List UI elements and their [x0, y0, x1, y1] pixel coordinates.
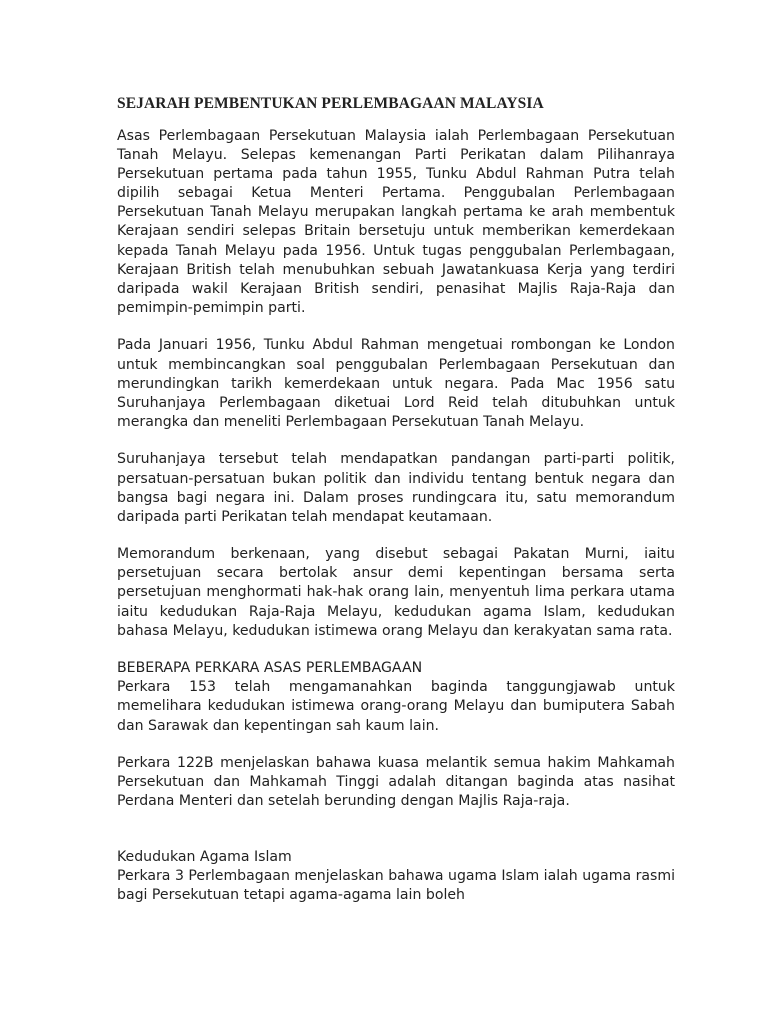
paragraph-perkara-3: Perkara 3 Perlembagaan menjelaskan bahawa ugama Islam ialah ugama rasmi bagi Persekutuan tetapi agama-agama lain boleh [117, 868, 675, 904]
paragraph-perkara-122b: Perkara 122B menjelaskan bahawa kuasa melantik semua hakim Mahkamah Persekutuan dan Mahkamah Tinggi adalah ditangan baginda atas nasihat Perdana Menteri dan setelah berunding dengan Majlis Raja-raja. [117, 755, 675, 810]
blank-line [117, 830, 675, 848]
paragraph-suruhanjaya: Suruhanjaya tersebut telah mendapatkan pandangan parti-parti politik, persatuan-persatuan bukan politik dan individu tentang bentuk negara dan bangsa bagi negara ini. Dalam proses rundingcara itu, satu memorandum daripada parti Perikatan telah mendapat keutamaan. [117, 451, 675, 525]
paragraph-perkara-153: Perkara 153 telah mengamanahkan baginda tanggungjawab untuk memelihara kedudukan istimewa orang-orang Melayu dan bumiputera Sabah dan Sarawak dan kepentingan sah kaum lain. [117, 679, 675, 734]
section-heading: BEBERAPA PERKARA ASAS PERLEMBAGAAN [117, 660, 423, 677]
subsection-heading: Kedudukan Agama Islam [117, 848, 292, 865]
document-page [117, 94, 675, 924]
paragraph-januari-1956: Pada Januari 1956, Tunku Abdul Rahman mengetuai rombongan ke London untuk membincangkan soal penggubalan Perlembagaan Persekutuan dan merundingkan tarikh kemerdekaan untuk negara. Pada Mac 1956 satu Suruhanjaya Perlembagaan diketuai Lord Reid telah ditubuhkan untuk merangka dan meneliti Perlembagaan Persekutuan Tanah Melayu. [117, 337, 675, 430]
paragraph-memorandum: Memorandum berkenaan, yang disebut sebagai Pakatan Murni, iaitu persetujuan secara bertolak ansur demi kepentingan bersama serta persetujuan menghormati hak-hak orang lain, menyentuh lima perkara utama iaitu kedudukan Raja-Raja Melayu, kedudukan agama Islam, kedudukan bahasa Melayu, kedudukan istimewa orang Melayu dan kerakyatan sama rata. [117, 546, 675, 639]
paragraph-asas: Asas Perlembagaan Persekutuan Malaysia ialah Perlembagaan Persekutuan Tanah Melayu. Selepas kemenangan Parti Perikatan dalam Pilihanraya Persekutuan pertama pada tahun 1955, Tunku Abdul Rahman Putra telah dipilih sebagai Ketua Menteri Pertama. Penggubalan Perlembagaan Persekutuan Tanah Melayu merupakan langkah pertama ke arah membentuk Kerajaan sendiri selepas Britain bersetuju untuk memberikan kemerdekaan kepada Tanah Melayu pada 1956. Untuk tugas penggubalan Perlembagaan, Kerajaan British telah menubuhkan sebuah Jawatankuasa Kerja yang terdiri daripada wakil Kerajaan British sendiri, penasihat Majlis Raja-Raja dan pemimpin-pemimpin parti. [117, 128, 675, 316]
document-title: SEJARAH PEMBENTUKAN PERLEMBAGAAN MALAYSIA [117, 95, 544, 112]
